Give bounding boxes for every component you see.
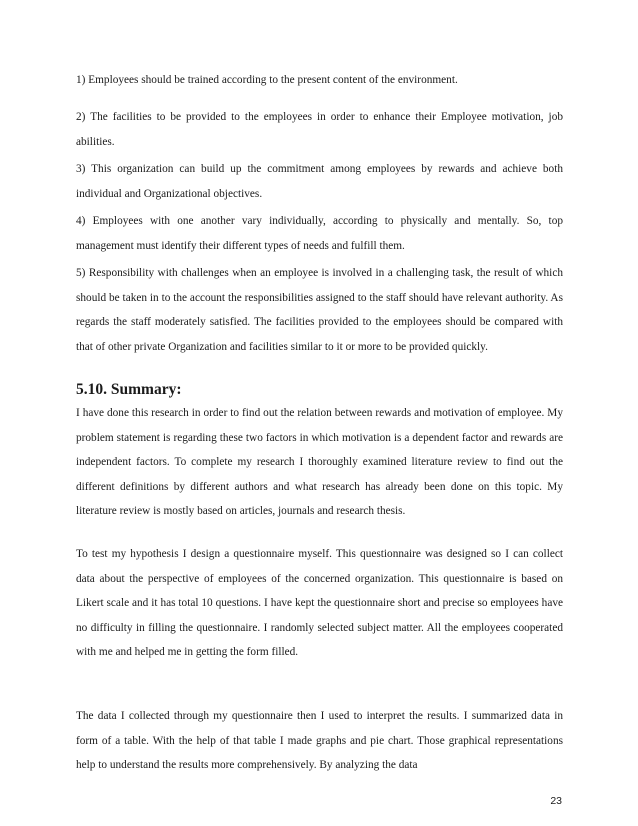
summary-paragraph-1: I have done this research in order to find out the relation between rewards and motivation of employee. My problem statement is regarding these two factors in which motivation is a dependent factor and rewards are independent factors. To complete my research I thoroughly examined literature review to find out the different definitions by different authors and what research has already been done on this topic. My literature review is mostly based on articles, journals and research thesis.	[76, 407, 563, 517]
list-item-1: 1) Employees should be trained according to the present content of the environment.	[76, 74, 458, 86]
summary-paragraph-3: The data I collected through my questionnaire then I used to interpret the results. I summarized data in form of a table. With the help of that table I made graphs and pie chart. Those graphical representations help to understand the results more comprehensively. By analyzing the data	[76, 710, 563, 771]
list-item-4: 4) Employees with one another vary individually, according to physically and mentally. So, top management must identify their different types of needs and fulfill them.	[76, 215, 563, 252]
list-item-5: 5) Responsibility with challenges when an employee is involved in a challenging task, the result of which should be taken in to the account the responsibilities assigned to the staff should have relevant authority. As regards the staff moderately satisfied. The facilities provided to the employees should be compared with that of other private Organization and facilities similar to it or more to be provided quickly.	[76, 267, 563, 353]
list-item-3: 3) This organization can build up the commitment among employees by rewards and achieve both individual and Organizational objectives.	[76, 163, 563, 200]
section-heading-summary: 5.10. Summary:	[76, 381, 182, 398]
page-number: 23	[550, 795, 562, 807]
summary-paragraph-2: To test my hypothesis I design a questionnaire myself. This questionnaire was designed so I can collect data about the perspective of employees of the concerned organization. This questionnaire is based on Likert scale and it has total 10 questions. I have kept the questionnaire short and precise so employees have no difficulty in filling the questionnaire. I randomly selected subject matter. All the employees cooperated with me and helped me in getting the form filled.	[76, 548, 563, 658]
list-item-2: 2) The facilities to be provided to the employees in order to enhance their Employee motivation, job abilities.	[76, 111, 563, 148]
